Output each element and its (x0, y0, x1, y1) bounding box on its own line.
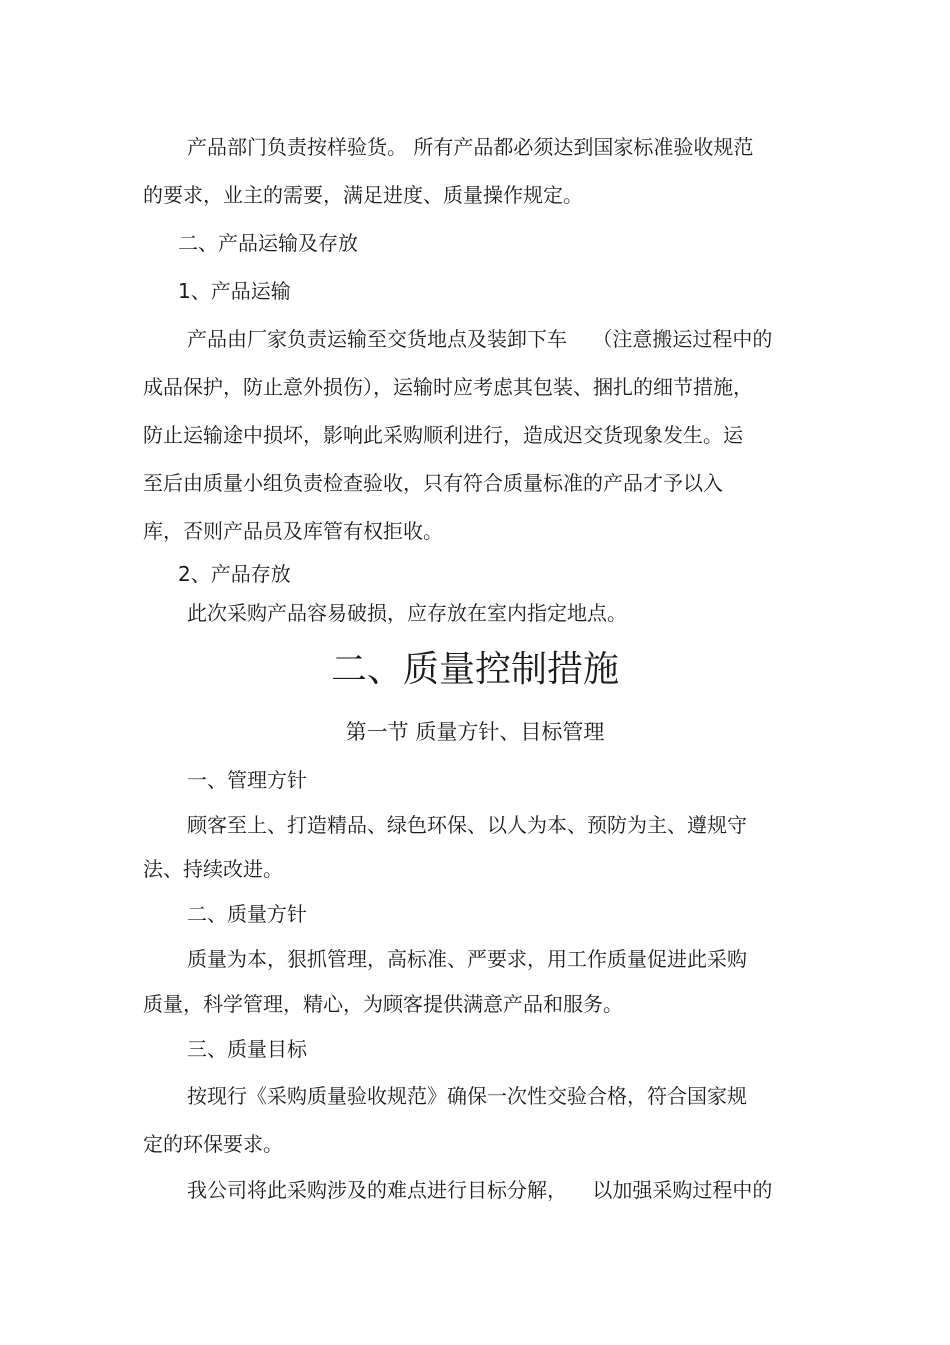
subheading-storage: 2、产品存放 (178, 562, 291, 586)
target-decomposition-line: 我公司将此采购涉及的难点进行目标分解， 以加强采购过程中的 (187, 1178, 773, 1202)
quality-target-line-1: 按现行《采购质量验收规范》确保一次性交验合格，符合国家规 (187, 1084, 747, 1108)
management-policy-line-1: 顾客至上、打造精品、绿色环保、以人为本、预防为主、遵规守 (187, 813, 747, 837)
transport-para-line-2: 成品保护，防止意外损伤），运输时应考虑其包装、捆扎的细节措施， (143, 375, 753, 399)
intro-line-1: 产品部门负责按样验货。 所有产品都必须达到国家标准验收规范 (187, 135, 754, 159)
heading-quality-policy: 二、质量方针 (187, 902, 307, 926)
chapter-title: 二、质量控制措施 (330, 649, 619, 690)
management-policy-line-2: 法、持续改进。 (143, 857, 283, 881)
heading-quality-target: 三、质量目标 (187, 1037, 307, 1061)
quality-policy-line-2: 质量，科学管理，精心，为顾客提供满意产品和服务。 (143, 992, 623, 1016)
quality-target-line-2: 定的环保要求。 (143, 1132, 283, 1156)
quality-policy-line-1: 质量为本，狠抓管理，高标准、严要求，用工作质量促进此采购 (187, 947, 747, 971)
transport-para-line-1: 产品由厂家负责运输至交货地点及装卸下车 （注意搬运过程中的 (187, 327, 773, 351)
heading-management-policy: 一、管理方针 (187, 768, 307, 792)
storage-para: 此次采购产品容易破损，应存放在室内指定地点。 (187, 601, 627, 625)
transport-para-line-3: 防止运输途中损坏，影响此采购顺利进行，造成迟交货现象发生。运 (143, 423, 743, 447)
intro-line-2: 的要求，业主的需要，满足进度、质量操作规定。 (143, 183, 583, 207)
subheading-transport: 1、产品运输 (178, 279, 291, 303)
transport-para-line-4: 至后由质量小组负责检查验收，只有符合质量标准的产品才予以入 (143, 471, 723, 495)
transport-para-line-5: 库，否则产品员及库管有权拒收。 (143, 519, 443, 543)
heading-transport-storage: 二、产品运输及存放 (178, 231, 358, 255)
section-title: 第一节 质量方针、目标管理 (345, 720, 605, 744)
